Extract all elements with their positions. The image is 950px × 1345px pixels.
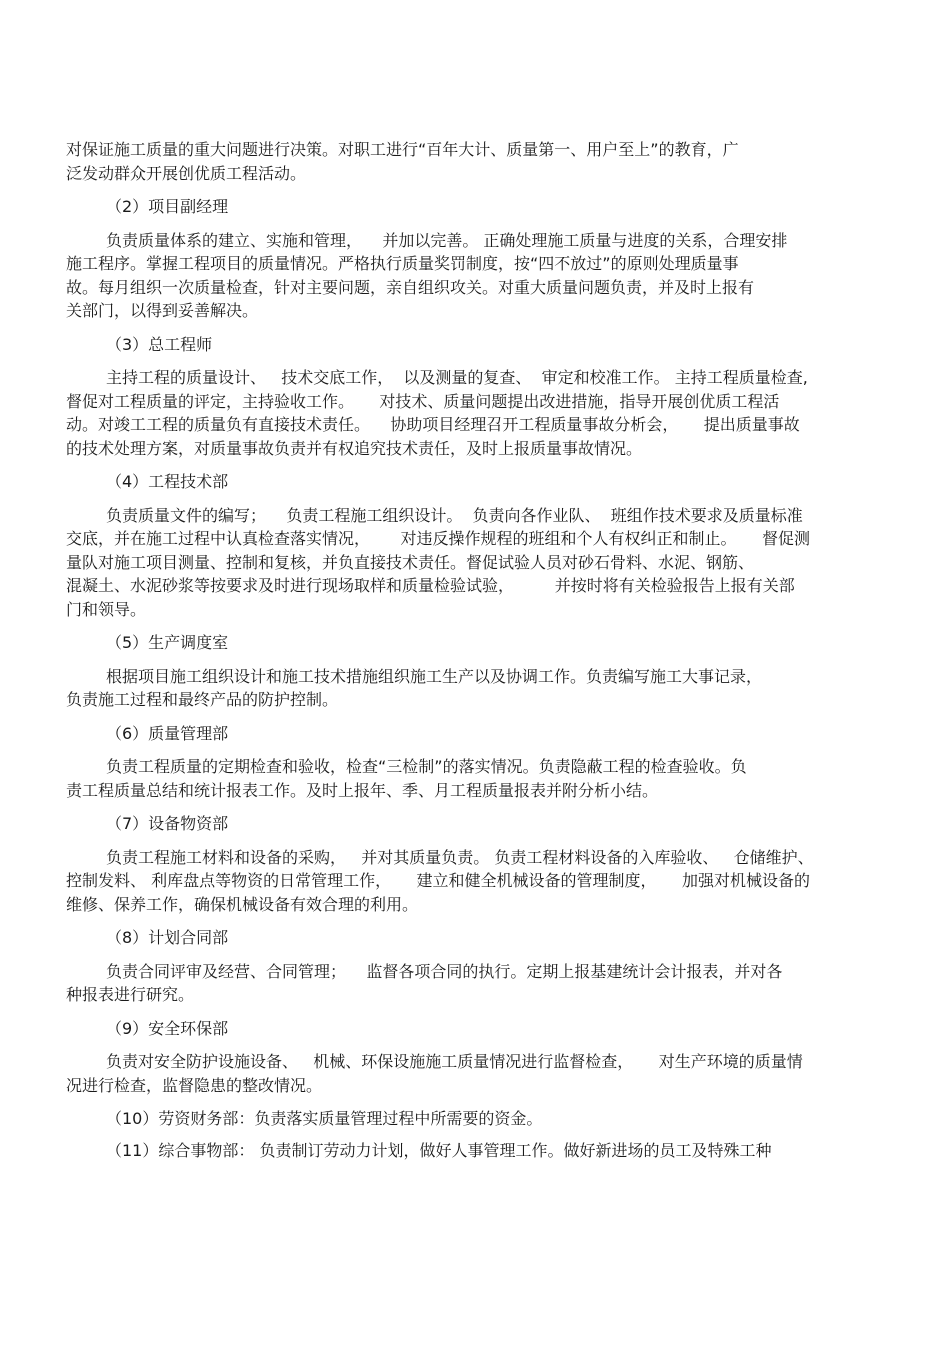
text-line: 交底，并在施工过程中认真检查落实情况， 对违反操作规程的班组和个人有权纠正和制止。 督促测 — [66, 529, 810, 548]
text-line: 主持工程的质量设计、 技术交底工作， 以及测量的复查、 审定和校准工作。 主持工程质量检查, — [106, 368, 808, 387]
heading-deputy-manager: （2）项目副经理 — [106, 197, 229, 216]
text-line: 负责质量体系的建立、实施和管理， 并加以完善。 正确处理施工质量与进度的关系，合理安排 — [106, 230, 788, 250]
text-line: 动。对竣工工程的质量负有直接技术责任。 协助项目经理召开工程质量事故分析会， 提出质量事故 — [66, 415, 800, 434]
text-line: 对保证施工质量的重大问题进行决策。对职工进行“百年大计、质量第一、用户至上”的教育，广 — [66, 140, 739, 159]
paragraph-admin-dept — [66, 1139, 884, 1163]
document-page — [66, 138, 884, 1172]
paragraph-equipment-dept — [66, 846, 884, 917]
heading-quality-dept: （6）质量管理部 — [106, 723, 229, 743]
paragraph-safety-dept — [66, 1050, 884, 1097]
text-line: 混凝土、水泥砂浆等按要求及时进行现场取样和质量检验试验， 并按时将有关检验报告上报有关部 — [66, 576, 795, 595]
text-line: 况进行检查，监督隐患的整改情况。 — [66, 1075, 323, 1095]
text-line: 种报表进行研究。 — [66, 985, 195, 1004]
text-line: 量队对施工项目测量、控制和复核，并负直接技术责任。督促试验人员对砂石骨料、水泥、钢筋、 — [66, 552, 755, 572]
heading-chief-engineer: （3）总工程师 — [106, 334, 213, 354]
text-line: 负责质量文件的编写； 负责工程施工组织设计。 负责向各作业队、 班组作技术要求及质量标准 — [106, 505, 803, 525]
text-line: 故。每月组织一次质量检查，针对主要问题，亲自组织攻关。对重大质量问题负责，并及时上报有 — [66, 277, 755, 297]
text-line: 责工程质量总结和统计报表工作。及时上报年、季、月工程质量报表并附分析小结。 — [66, 780, 659, 800]
paragraph-finance-dept — [66, 1107, 884, 1131]
heading-safety-dept: （9）安全环保部 — [106, 1018, 229, 1038]
paragraph-chief-engineer — [66, 366, 884, 460]
text-line: 泛发动群众开展创优质工程活动。 — [66, 163, 307, 183]
text-line: 负责施工过程和最终产品的防护控制。 — [66, 690, 339, 709]
text-line: （10）劳资财务部：负责落实质量管理过程中所需要的资金。 — [106, 1109, 543, 1128]
text-line: 的技术处理方案，对质量事故负责并有权追究技术责任，及时上报质量事故情况。 — [66, 438, 643, 458]
paragraph-engineering-dept — [66, 504, 884, 622]
text-line: 负责工程施工材料和设备的采购， 并对其质量负责。 负责工程材料设备的入库验收、 仓储维护、 — [106, 847, 814, 867]
paragraph-deputy-manager — [66, 229, 884, 323]
text-line: 督促对工程质量的评定，主持验收工作。 对技术、质量问题提出改进措施，指导开展创优质工程活 — [66, 391, 780, 411]
text-line: 关部门，以得到妥善解决。 — [66, 301, 259, 320]
text-line: 负责对安全防护设施设备、 机械、环保设施施工质量情况进行监督检查， 对生产环境的质量情 — [106, 1052, 803, 1071]
paragraph-dispatch-room — [66, 665, 884, 712]
heading-dispatch-room: （5）生产调度室 — [106, 633, 229, 652]
text-line: 负责合同评审及经营、合同管理； 监督各项合同的执行。定期上报基建统计会计报表，并对各 — [106, 961, 783, 981]
text-line: 施工程序。掌握工程项目的质量情况。严格执行质量奖罚制度，按“四不放过”的原则处理质量事 — [66, 254, 739, 273]
heading-contract-dept: （8）计划合同部 — [106, 928, 229, 947]
heading-equipment-dept: （7）设备物资部 — [106, 814, 229, 833]
text-line: 根据项目施工组织设计和施工技术措施组织施工生产以及协调工作。负责编写施工大事记录， — [106, 666, 763, 686]
text-line: 控制发料、 利库盘点等物资的日常管理工作， 建立和健全机械设备的管理制度， 加强对机械设备的 — [66, 871, 810, 890]
text-line: （11）综合事物部： 负责制订劳动力计划，做好人事管理工作。做好新进场的员工及特殊工种 — [106, 1140, 772, 1160]
paragraph-contract-dept — [66, 960, 884, 1007]
heading-engineering-dept: （4）工程技术部 — [106, 472, 229, 491]
paragraph-quality-dept — [66, 755, 884, 802]
text-line: 负责工程质量的定期检查和验收，检查“三检制”的落实情况。负责隐蔽工程的检查验收。负 — [106, 757, 747, 776]
text-line: 门和领导。 — [66, 599, 147, 619]
paragraph-intro — [66, 138, 884, 185]
text-line: 维修、保养工作，确保机械设备有效合理的利用。 — [66, 894, 419, 914]
